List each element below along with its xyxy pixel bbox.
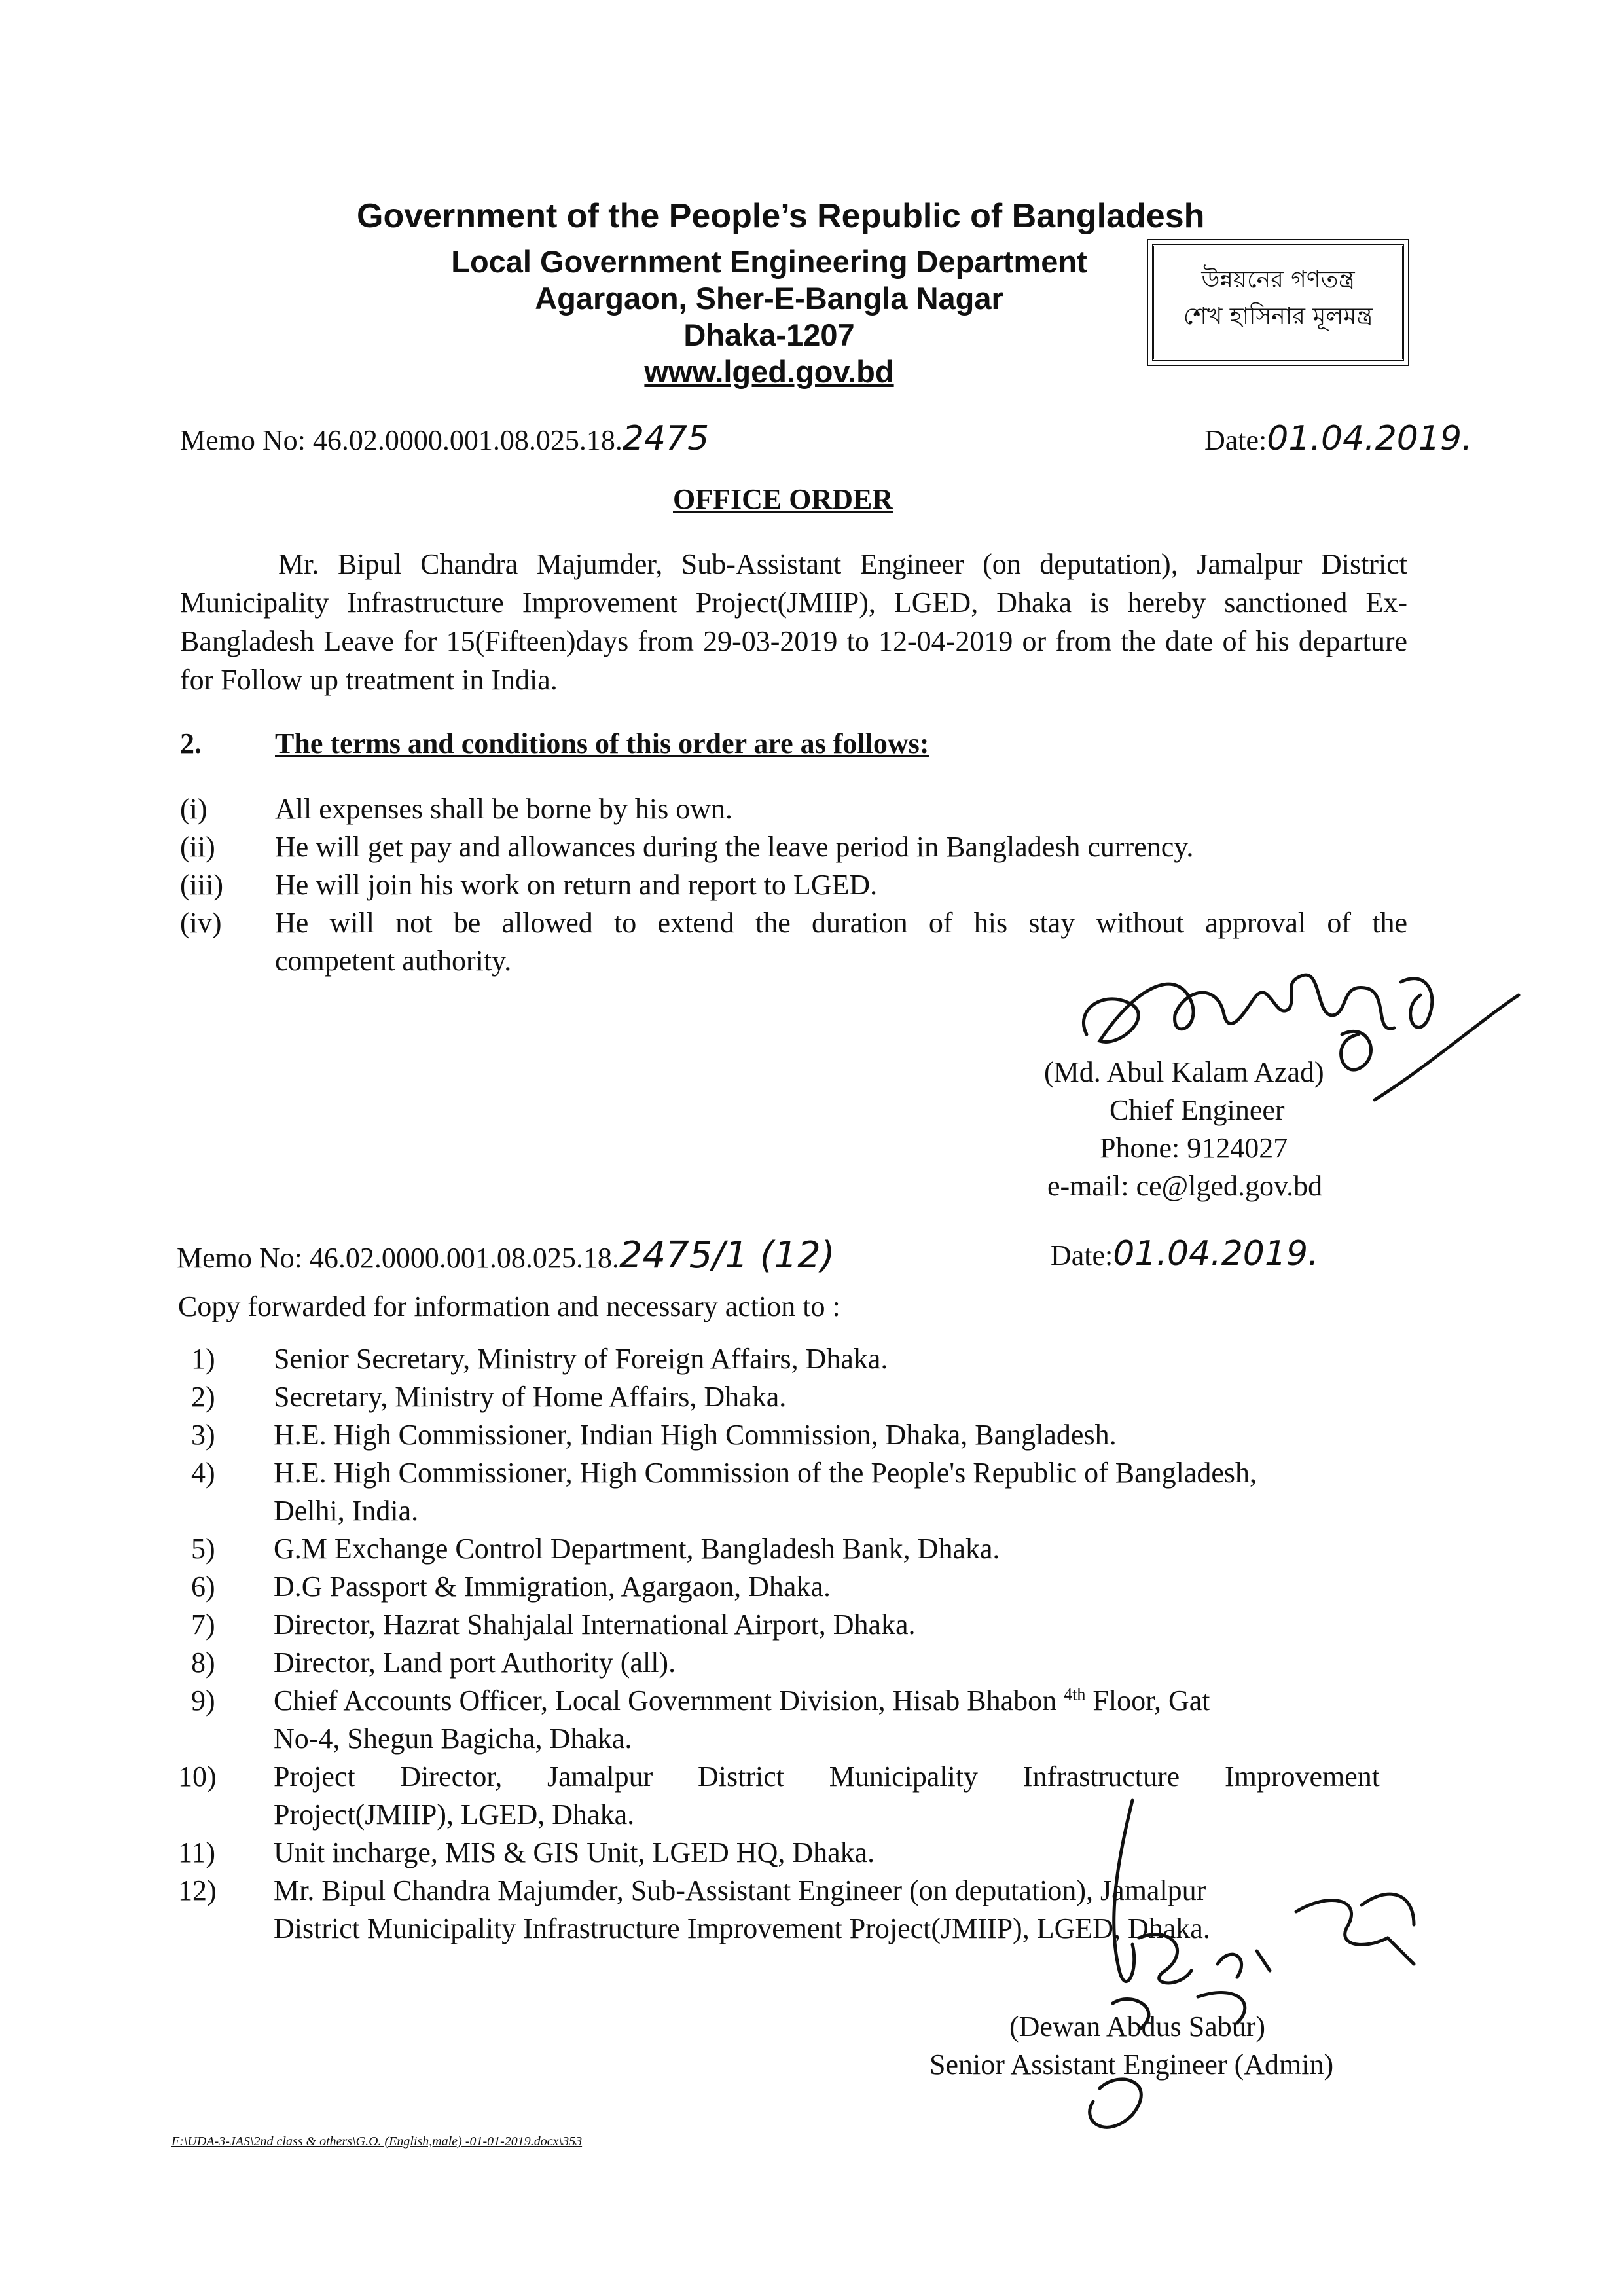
order-paragraph xyxy=(180,545,1407,699)
term-num-4: (iv) xyxy=(180,907,222,939)
terms-number: 2. xyxy=(180,727,202,759)
term-num-2: (ii) xyxy=(180,831,215,863)
memo-prefix: Memo No: 46.02.0000.001.08.025.18. xyxy=(177,1242,619,1274)
signature-senior-assistant-engineer xyxy=(1021,1774,1453,2180)
copy-item-9-cont: No-4, Shegun Bagicha, Dhaka. xyxy=(274,1722,632,1755)
copy-item-8: Director, Land port Authority (all). xyxy=(274,1647,676,1679)
copy-num-1: 1) xyxy=(191,1343,215,1375)
signatory1-phone: Phone: 9124027 xyxy=(1100,1132,1288,1164)
signatory1-title: Chief Engineer xyxy=(1110,1094,1285,1126)
term-text-4: He will not be allowed to extend the duration of his stay without approval of the xyxy=(275,907,1407,939)
signatory2-title: Senior Assistant Engineer (Admin) xyxy=(929,2049,1334,2081)
term-num-1: (i) xyxy=(180,793,208,825)
order-paragraph-text: Mr. Bipul Chandra Majumder, Sub-Assistant Engineer (on deputation), Jamalpur District Municipality Infrastructure Improvement Project(JMIIP), LGED, Dhaka is hereby sanctioned Ex-Bangladesh Leave for 15(Fifteen)days from 29-03-2019 to 12-04-2019 or from the date of his departure for Follow up treatment in India. xyxy=(180,548,1407,696)
letterhead-city: Dhaka-1207 xyxy=(683,318,855,352)
copy-item-9 xyxy=(274,1684,1210,1717)
letterhead-address: Agargaon, Sher-E-Bangla Nagar xyxy=(535,281,1003,316)
handwritten-date: 01.04.2019. xyxy=(1267,419,1473,458)
term-num-3: (iii) xyxy=(180,869,223,901)
copy-num-12: 12) xyxy=(178,1874,217,1906)
memo-date-1 xyxy=(1204,419,1473,458)
copy-item-10-cont: Project(JMIIP), LGED, Dhaka. xyxy=(274,1798,635,1831)
copy-item-5: G.M Exchange Control Department, Bangladesh Bank, Dhaka. xyxy=(274,1533,1000,1565)
slogan-box xyxy=(1152,244,1404,361)
copy-item-11: Unit incharge, MIS & GIS Unit, LGED HQ, Dhaka. xyxy=(274,1836,875,1868)
term-text-1: All expenses shall be borne by his own. xyxy=(275,793,732,825)
memo-number-1 xyxy=(180,419,709,458)
copy-num-2: 2) xyxy=(191,1381,215,1413)
copy-item-2: Secretary, Ministry of Home Affairs, Dhaka. xyxy=(274,1381,787,1413)
letterhead-department: Local Government Engineering Department xyxy=(451,244,1087,279)
copy-num-3: 3) xyxy=(191,1419,215,1451)
copy-item-12-cont: District Municipality Infrastructure Improvement Project(JMIIP), LGED, Dhaka. xyxy=(274,1912,1210,1944)
slogan-line-2: শেখ হাসিনার মূলমন্ত্র xyxy=(1183,303,1373,330)
term-text-3: He will join his work on return and report to LGED. xyxy=(275,869,878,901)
copy-num-4: 4) xyxy=(191,1457,215,1489)
terms-heading: The terms and conditions of this order are as follows: xyxy=(275,727,929,759)
copy-item-4-cont: Delhi, India. xyxy=(274,1495,419,1527)
copy-item-9-text-b: Floor, Gat xyxy=(1085,1685,1210,1717)
superscript-ordinal: 4th xyxy=(1064,1685,1086,1704)
letterhead-website[interactable]: www.lged.gov.bd xyxy=(644,354,894,389)
copy-item-7: Director, Hazrat Shahjalal International Airport, Dhaka. xyxy=(274,1609,916,1641)
signatory1-name: (Md. Abul Kalam Azad) xyxy=(1044,1056,1324,1088)
file-path-footer: F:\UDA-3-JAS\2nd class & others\G.O. (English,male) -01-01-2019.docx\353 xyxy=(171,2134,583,2149)
copy-item-9-text: Chief Accounts Officer, Local Government Division, Hisab Bhabon xyxy=(274,1685,1057,1717)
slogan-line-1: উন্নয়নের গণতন্ত্র xyxy=(1201,266,1355,293)
date-label: Date: xyxy=(1204,424,1267,456)
memo-prefix: Memo No: 46.02.0000.001.08.025.18. xyxy=(180,424,623,456)
copy-num-9: 9) xyxy=(191,1685,215,1717)
copy-item-6: D.G Passport & Immigration, Agargaon, Dhaka. xyxy=(274,1571,831,1603)
memo-number-2 xyxy=(177,1234,835,1277)
memo-handwritten-number: 2475 xyxy=(622,419,710,458)
handwritten-date: 01.04.2019. xyxy=(1113,1234,1319,1273)
copy-item-10: Project Director, Jamalpur District Municipality Infrastructure Improvement xyxy=(274,1760,1380,1793)
term-text-4-cont: competent authority. xyxy=(275,945,512,977)
signatory1-email: e-mail: ce@lged.gov.bd xyxy=(1047,1170,1323,1202)
copy-num-11: 11) xyxy=(178,1836,216,1868)
copy-num-5: 5) xyxy=(191,1533,215,1565)
copy-item-12: Mr. Bipul Chandra Majumder, Sub-Assistant Engineer (on deputation), Jamalpur xyxy=(274,1874,1206,1906)
copy-item-4: H.E. High Commissioner, High Commission of the People's Republic of Bangladesh, xyxy=(274,1457,1257,1489)
copy-item-3: H.E. High Commissioner, Indian High Commission, Dhaka, Bangladesh. xyxy=(274,1419,1117,1451)
copy-num-10: 10) xyxy=(178,1760,217,1793)
copy-num-7: 7) xyxy=(191,1609,215,1641)
copy-num-8: 8) xyxy=(191,1647,215,1679)
signatory2-name: (Dewan Abdus Sabur) xyxy=(1009,2011,1266,2043)
letterhead-government: Government of the People’s Republic of Bangladesh xyxy=(357,197,1205,235)
term-text-2: He will get pay and allowances during the leave period in Bangladesh currency. xyxy=(275,831,1194,863)
document-title: OFFICE ORDER xyxy=(673,483,893,515)
memo-handwritten-number: 2475/1 (12) xyxy=(619,1234,835,1277)
copy-num-6: 6) xyxy=(191,1571,215,1603)
date-label: Date: xyxy=(1051,1239,1113,1271)
copy-item-1: Senior Secretary, Ministry of Foreign Affairs, Dhaka. xyxy=(274,1343,888,1375)
memo-date-2 xyxy=(1051,1234,1319,1273)
copy-forward-intro: Copy forwarded for information and necessary action to : xyxy=(178,1290,840,1322)
